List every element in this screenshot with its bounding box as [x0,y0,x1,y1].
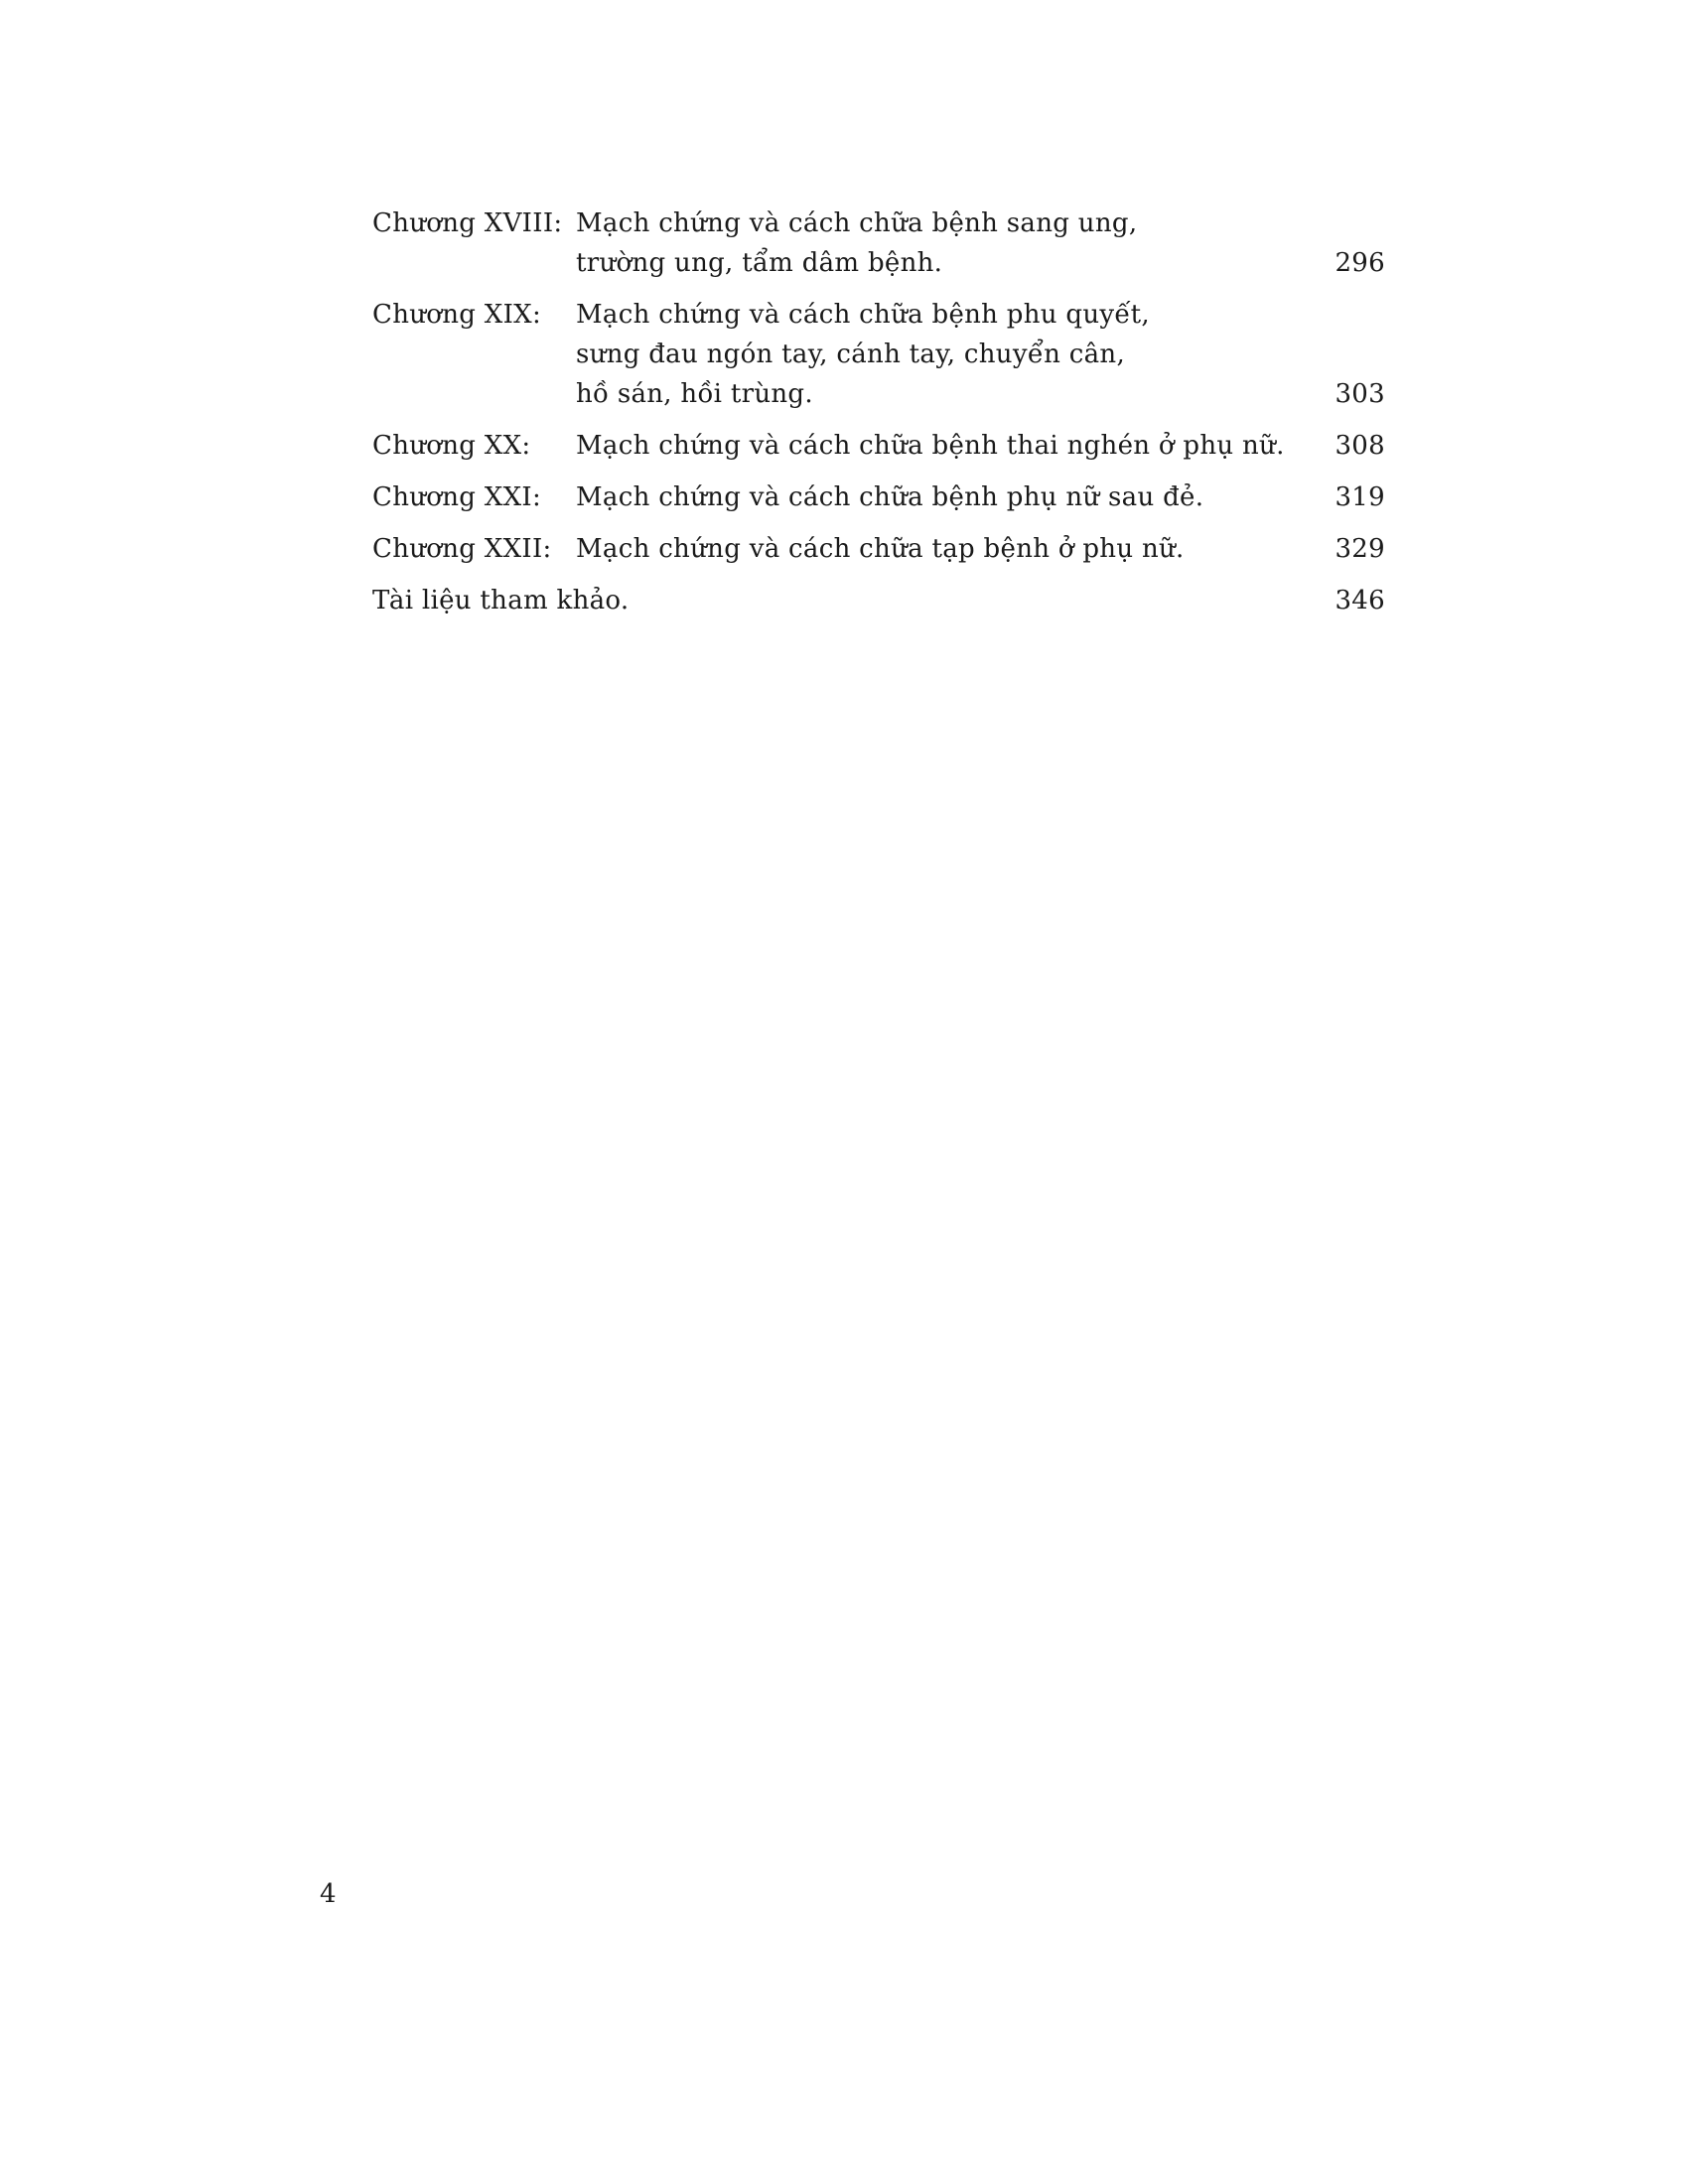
chapter-label: Chương XXII: [372,534,552,564]
chapter-title-line: Mạch chứng và cách chữa bệnh phụ nữ sau đẻ. [576,482,1204,512]
chapter-title-line: Mạch chứng và cách chữa bệnh phu quyết, [576,300,1150,330]
chapter-title-line: sưng đau ngón tay, cánh tay, chuyển cân, [576,340,1126,369]
chapter-title-line: Mạch chứng và cách chữa bệnh thai nghén ở phụ nữ. [576,431,1285,461]
page-number: 296 [1335,248,1385,278]
toc-row [372,243,1385,283]
table-of-contents [372,204,1385,632]
toc-row [372,426,1385,466]
toc-row [372,295,1385,335]
toc-row [372,529,1385,569]
toc-row [372,478,1385,517]
page-number: 346 [1335,586,1385,615]
chapter-title-line: trường ung, tẩm dâm bệnh. [576,248,943,278]
chapter-label: Chương XVIII: [372,208,563,238]
toc-entry [372,426,1385,466]
toc-entry [372,295,1385,414]
toc-entry [372,529,1385,569]
chapter-label: Chương XX: [372,431,531,461]
page-number: 329 [1335,534,1385,564]
toc-row [372,581,1385,620]
page-number: 303 [1335,379,1385,409]
toc-entry [372,581,1385,620]
toc-row [372,204,1385,243]
toc-row [372,374,1385,414]
chapter-label: Chương XXI: [372,482,542,512]
toc-entry [372,478,1385,517]
chapter-label: Chương XIX: [372,300,542,330]
chapter-title-line: Mạch chứng và cách chữa bệnh sang ung, [576,208,1138,238]
folio-page-number: 4 [320,1879,337,1909]
references-label: Tài liệu tham khảo. [372,586,630,615]
chapter-title-line: hồ sán, hồi trùng. [576,379,813,409]
toc-entry [372,204,1385,283]
toc-row [372,335,1385,374]
chapter-title-line: Mạch chứng và cách chữa tạp bệnh ở phụ nữ. [576,534,1185,564]
page-number: 319 [1335,482,1385,512]
page-number: 308 [1335,431,1385,461]
